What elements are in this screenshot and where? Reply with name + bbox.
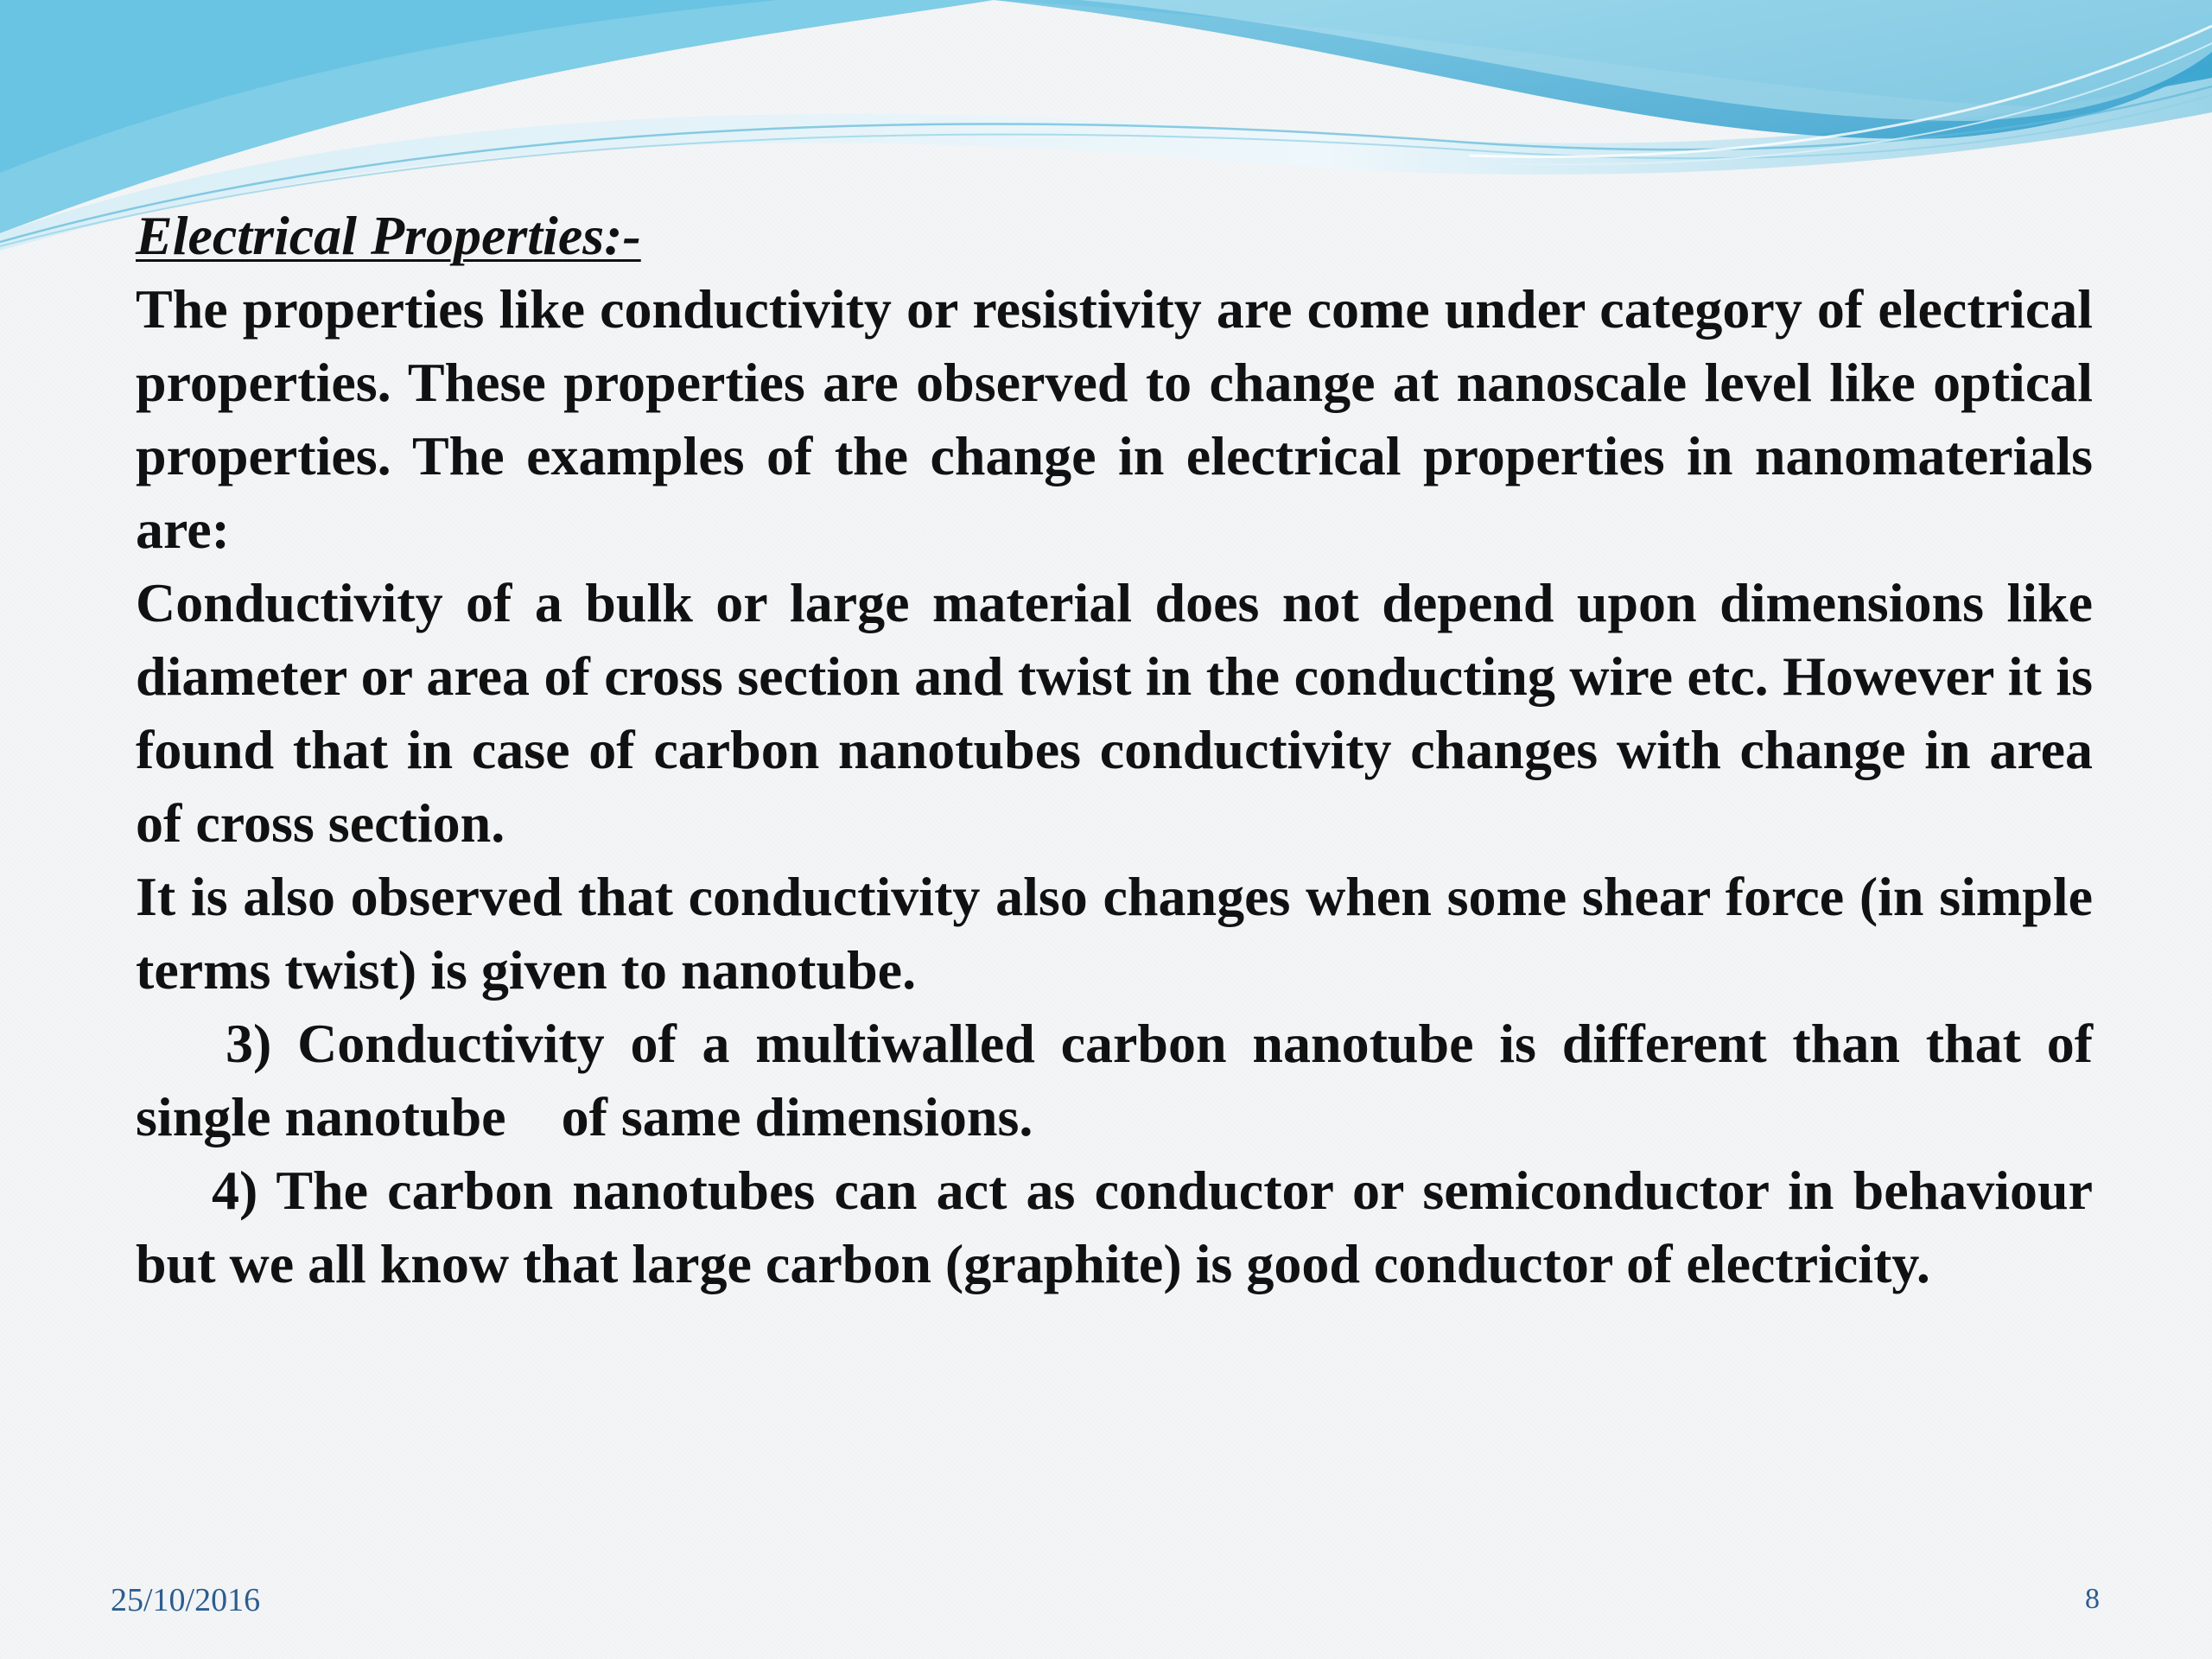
paragraph-semiconductor: 4) The carbon nanotubes can act as conductor or semiconductor in behaviour but we all know that large carbon (graphite) is good conductor of electricity.: [136, 1160, 2093, 1294]
paragraph-bulk-conductivity: Conductivity of a bulk or large material does not depend upon dimensions like diameter or area of cross section and twist in the conducting wire etc. However it is found that in case of carbon nanotubes conductivity changes with change in area of cross section.: [136, 572, 2093, 854]
page-number: 8: [2085, 1583, 2100, 1615]
paragraph-multiwalled: 3) Conductivity of a multiwalled carbon nanotube is different than that of single nanotube of same dimensions.: [136, 1013, 2107, 1147]
slide-heading: Electrical Properties:-: [136, 205, 641, 266]
paragraph-shear-force: It is also observed that conductivity also changes when some shear force (in simple terms twist) is given to nanotube.: [136, 866, 2093, 1001]
paragraph-intro: The properties like conductivity or resistivity are come under category of electrical properties. These properties are observed to change at nanoscale level like optical properties. The examples of the change in electrical properties in nanomaterials are:: [136, 278, 2093, 560]
slide-body: [136, 199, 2107, 1300]
footer-date: 25/10/2016: [111, 1582, 261, 1618]
